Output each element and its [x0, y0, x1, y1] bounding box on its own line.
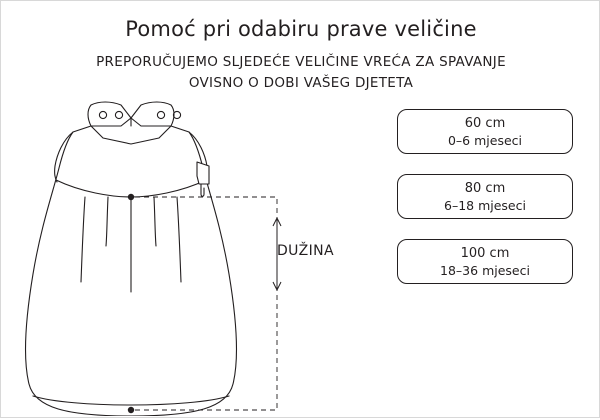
size-card-list [397, 109, 573, 304]
size-value: 100 cm [460, 245, 510, 261]
measure-dot-bottom [128, 407, 134, 413]
size-age-range: 6–18 mjeseci [444, 197, 526, 213]
page-subtitle-line-2: OVISNO O DOBI VAŠEG DJETETA [188, 75, 414, 91]
page-subtitle-line-1: PREPORUČUJEMO SLJEDEĆE VELIČINE VREĆA ZA SPAVANJE [96, 54, 506, 70]
size-card[interactable] [397, 239, 573, 284]
sleeping-bag-illustration [11, 96, 311, 416]
measure-dot-top [128, 194, 134, 200]
size-age-range: 18–36 mjeseci [440, 262, 530, 278]
measure-label: DUŽINA [277, 243, 334, 259]
size-card[interactable] [397, 109, 573, 154]
size-age-range: 0–6 mjeseci [447, 132, 523, 148]
size-value: 80 cm [464, 180, 506, 196]
size-value: 60 cm [464, 115, 506, 131]
page-title: Pomoć pri odabiru prave veličine [125, 17, 477, 41]
size-card[interactable] [397, 174, 573, 219]
